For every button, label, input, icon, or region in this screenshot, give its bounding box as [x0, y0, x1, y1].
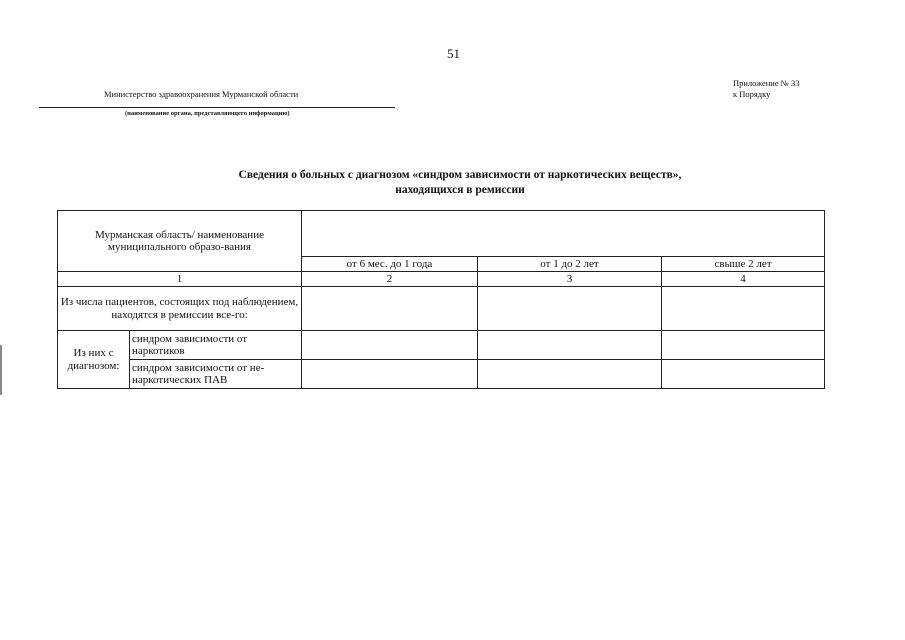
table-row-total: [58, 287, 825, 331]
title-line-1: Сведения о больных с диагнозом «синдром зависимости от наркотических веществ»,: [238, 169, 682, 181]
total-row-label: Из числа пациентов, состоящих под наблюдением, находятся в ремиссии все-го:: [58, 287, 302, 331]
header-empty-cell: [302, 211, 825, 257]
title-line-2: находящихся в ремиссии: [395, 184, 525, 196]
table-cell: [662, 360, 825, 389]
column-number-2: 2: [302, 272, 478, 287]
subrow-label-narcotics: синдром зависимости от наркотиков: [130, 331, 302, 360]
table-cell: [302, 360, 478, 389]
table-cell: [302, 331, 478, 360]
table-number-row: [58, 272, 825, 287]
header-region-cell: Мурманская область/ наименование муниципального образо-вания: [58, 211, 302, 272]
column-header-6m-1y: от 6 мес. до 1 года: [302, 257, 478, 272]
table-header-row: [58, 211, 825, 257]
column-header-over-2y: свыше 2 лет: [662, 257, 825, 272]
organization-name: Министерство здравоохранения Мурманской области: [104, 89, 299, 99]
table-cell: [302, 287, 478, 331]
remission-table: [57, 210, 825, 389]
table-cell: [662, 287, 825, 331]
appendix-note: [733, 78, 799, 100]
column-number-1: 1: [58, 272, 302, 287]
table-row-narcotics: [58, 331, 825, 360]
organization-caption: (наименование органа, представляющего информацию): [125, 110, 290, 117]
appendix-line-1: Приложение № 33: [733, 78, 800, 88]
organization-underline: [39, 107, 395, 108]
appendix-line-2: к Порядку: [733, 89, 771, 99]
column-header-1-2y: от 1 до 2 лет: [478, 257, 662, 272]
table-cell: [662, 331, 825, 360]
table-row-non-narcotic-pas: [58, 360, 825, 389]
page-number: 51: [447, 46, 460, 61]
subrow-label-non-narcotic: синдром зависимости от не-наркотических ПАВ: [130, 360, 302, 389]
document-title: [150, 168, 770, 198]
table-cell: [478, 331, 662, 360]
table-cell: [478, 287, 662, 331]
scan-edge-mark: [0, 345, 2, 395]
group-label: Из них с диагнозом:: [58, 331, 130, 389]
column-number-3: 3: [478, 272, 662, 287]
table-cell: [478, 360, 662, 389]
column-number-4: 4: [662, 272, 825, 287]
